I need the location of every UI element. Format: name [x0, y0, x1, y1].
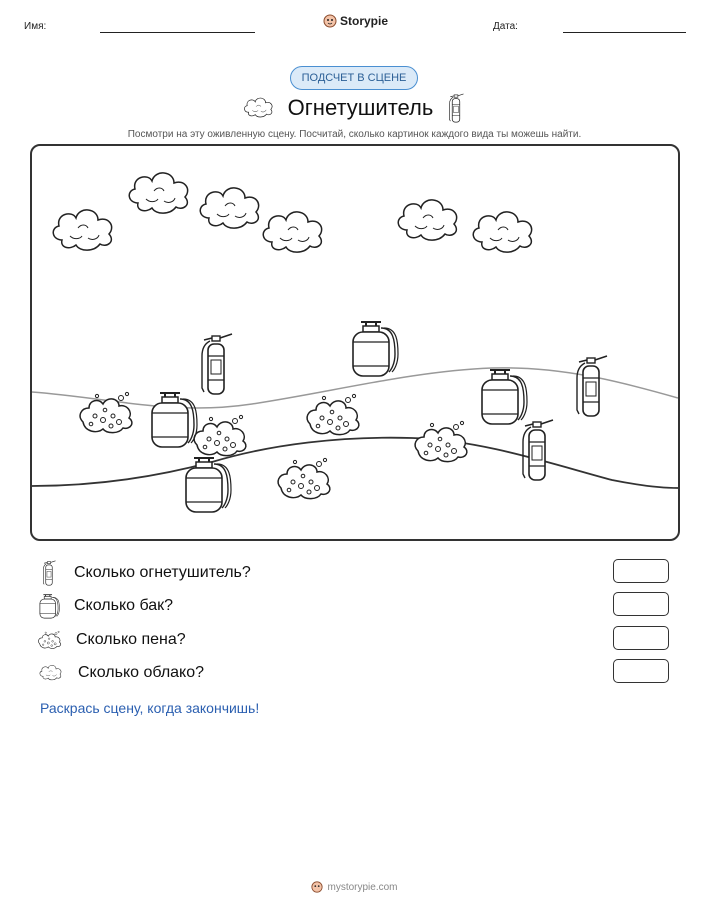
cloud [129, 173, 187, 213]
answer-box-cloud[interactable] [613, 659, 669, 683]
cloud [263, 212, 321, 252]
question-text: Сколько пена? [76, 631, 186, 648]
name-label: Имя: [24, 21, 47, 32]
hill-back [32, 368, 678, 408]
hill-front [32, 438, 678, 488]
brand-logo [323, 14, 388, 28]
extinguisher [577, 356, 607, 416]
mascot-icon [323, 14, 337, 28]
extinguisher [523, 420, 553, 480]
question-extinguisher [38, 559, 251, 587]
answer-box-tank[interactable] [613, 592, 669, 616]
footer-url[interactable]: mystorypie.com [327, 881, 398, 893]
instructions: Посмотри на эту оживленную сцену. Посчитай, сколько картинок каждого вида ты можешь найти. [127, 129, 582, 140]
cloud [200, 188, 258, 228]
question-foam [38, 626, 186, 654]
question-text: Сколько облако? [78, 664, 205, 681]
tank [152, 393, 197, 447]
foam [307, 394, 359, 434]
foam [415, 421, 467, 461]
cloud-icon [242, 95, 276, 121]
question-text: Сколько огнетушитель? [74, 564, 251, 581]
cloud-icon [38, 663, 64, 683]
foam [194, 415, 246, 455]
page-title: Огнетушитель [287, 95, 434, 120]
tank [353, 322, 398, 376]
fire-extinguisher-icon [38, 560, 60, 586]
tank [482, 370, 527, 424]
date-label: Дата: [493, 21, 518, 32]
question-tank [38, 592, 173, 620]
fire-extinguisher-icon [445, 93, 467, 123]
cloud [398, 200, 456, 240]
answer-box-foam[interactable] [613, 626, 669, 650]
tank-icon [38, 593, 60, 619]
foam [278, 458, 330, 498]
foam-icon [38, 629, 62, 651]
cloud [473, 212, 531, 252]
name-line[interactable] [100, 32, 255, 33]
answer-box-extinguisher[interactable] [613, 559, 669, 583]
cloud [53, 210, 111, 250]
mascot-icon [311, 881, 323, 893]
question-text: Сколько бак? [74, 597, 174, 614]
category-badge: ПОДСЧЕТ В СЦЕНЕ [290, 66, 418, 90]
extinguisher [202, 334, 232, 394]
call-to-action: Раскрась сцену, когда закончишь! [40, 700, 260, 716]
brand-name: Storypie [340, 14, 389, 28]
footer [0, 881, 709, 893]
title-row [0, 93, 709, 123]
question-cloud [38, 659, 204, 687]
counting-scene [30, 144, 680, 541]
date-line[interactable] [563, 32, 686, 33]
